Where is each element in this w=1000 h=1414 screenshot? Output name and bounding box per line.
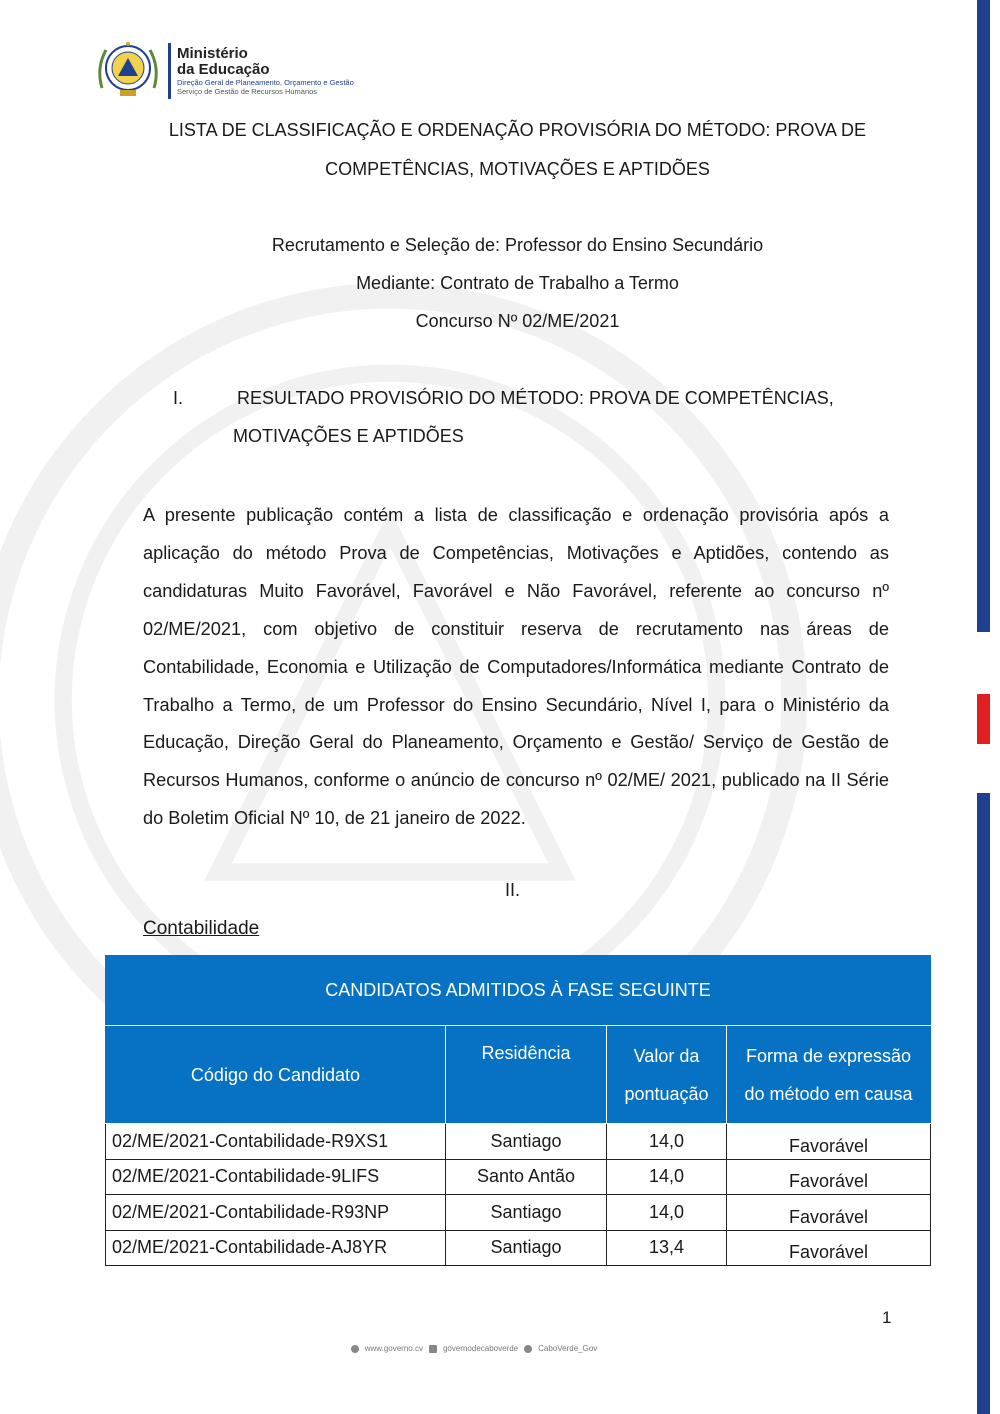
section-number: I. — [173, 388, 184, 408]
header-score — [607, 1026, 727, 1124]
header-score-l1: Valor da — [633, 1045, 700, 1066]
facebook-icon — [429, 1345, 437, 1353]
table-row — [106, 1159, 931, 1195]
org-name-line1: Ministério — [177, 45, 248, 62]
twitter-icon — [524, 1345, 532, 1353]
table-header-row — [106, 1026, 931, 1124]
page-footer — [0, 1344, 948, 1353]
logo-divider — [168, 43, 171, 99]
footer-twitter: CaboVerde_Gov — [538, 1344, 598, 1353]
candidates-table — [105, 955, 931, 1266]
cell-score: 14,0 — [607, 1195, 727, 1231]
contest-line: Concurso Nº 02/ME/2021 — [415, 311, 620, 331]
cell-residence: Santiago — [446, 1124, 607, 1160]
cell-result: Favorável — [727, 1230, 931, 1266]
header-score-l2: pontuação — [624, 1083, 709, 1104]
cell-result: Favorável — [727, 1195, 931, 1231]
document-title-line2: COMPETÊNCIAS, MOTIVAÇÕES E APTIDÕES — [325, 159, 710, 179]
cell-code: 02/ME/2021-Contabilidade-9LIFS — [106, 1159, 446, 1195]
recruitment-line: Recrutamento e Seleção de: Professor do Ensino Secundário — [271, 235, 764, 255]
table-row — [106, 1124, 931, 1160]
table-row — [106, 1230, 931, 1266]
header-residence: Residência — [446, 1026, 607, 1124]
org-name-line2: da Educação — [177, 61, 270, 78]
area-heading: Contabilidade — [143, 918, 260, 939]
cell-code: 02/ME/2021-Contabilidade-R93NP — [106, 1195, 446, 1231]
cell-result: Favorável — [727, 1159, 931, 1195]
cell-code: 02/ME/2021-Contabilidade-AJ8YR — [106, 1230, 446, 1266]
edge-bar-red — [977, 694, 990, 744]
coat-of-arms-icon — [92, 38, 164, 104]
org-subtitle: Direção Geral de Planeamento, Orçamento e Gestão — [177, 78, 354, 87]
intro-paragraph: A presente publicação contém a lista de classificação e ordenação provisória após a aplicação do método Prova de Competências, Motivações e Aptidões, contendo as candidaturas Muito Favorável, Favorável e Não Favorável, referente ao concurso nº 02/ME/2021, com objetivo de constituir reserva de recrutamento nas áreas de Contabilidade, Economia e Utilização de Computadores/Informática mediante Contrato de Trabalho a Termo, de um Professor do Ensino Secundário, Nível I, para o Ministério da Educação, Direção Geral do Planeamento, Orçamento e Gestão/ Serviço de Gestão de Recursos Humanos, conforme o anúncio de concurso nº 02/ME/ 2021, publicado na II Série do Boletim Oficial Nº 10, de 21 janeiro de 2022. — [143, 505, 889, 829]
globe-icon — [351, 1345, 359, 1353]
header-code: Código do Candidato — [106, 1026, 446, 1124]
document-title-line1: LISTA DE CLASSIFICAÇÃO E ORDENAÇÃO PROVISÓRIA DO MÉTODO: PROVA DE — [168, 120, 867, 140]
contract-line: Mediante: Contrato de Trabalho a Termo — [356, 273, 679, 293]
cell-score: 14,0 — [607, 1159, 727, 1195]
page-number: 1 — [882, 1308, 892, 1327]
cell-residence: Santo Antão — [446, 1159, 607, 1195]
section-title-line2: MOTIVAÇÕES E APTIDÕES — [233, 426, 464, 446]
org-service: Serviço de Gestão de Recursos Humanos — [177, 87, 318, 96]
cell-score: 14,0 — [607, 1124, 727, 1160]
header-form — [727, 1026, 931, 1124]
cell-code: 02/ME/2021-Contabilidade-R9XS1 — [106, 1124, 446, 1160]
table-row — [106, 1195, 931, 1231]
cell-score: 13,4 — [607, 1230, 727, 1266]
section-title-line1: RESULTADO PROVISÓRIO DO MÉTODO: PROVA DE COMPETÊNCIAS, — [237, 388, 834, 408]
ministry-logo — [92, 38, 354, 104]
footer-website: www.governo.cv — [364, 1344, 423, 1353]
table-caption-row — [106, 956, 931, 1026]
edge-bar-bottom — [977, 793, 990, 1414]
cell-residence: Santiago — [446, 1230, 607, 1266]
cell-result: Favorável — [727, 1124, 931, 1160]
footer-facebook: governodecaboverde — [442, 1344, 519, 1353]
header-form-l2: do método em causa — [744, 1083, 913, 1104]
header-form-l1: Forma de expressão — [745, 1045, 912, 1066]
logo-text — [177, 46, 354, 96]
table-caption: CANDIDATOS ADMITIDOS À FASE SEGUINTE — [106, 956, 931, 1026]
cell-residence: Santiago — [446, 1195, 607, 1231]
section-number-2: II. — [505, 880, 521, 900]
